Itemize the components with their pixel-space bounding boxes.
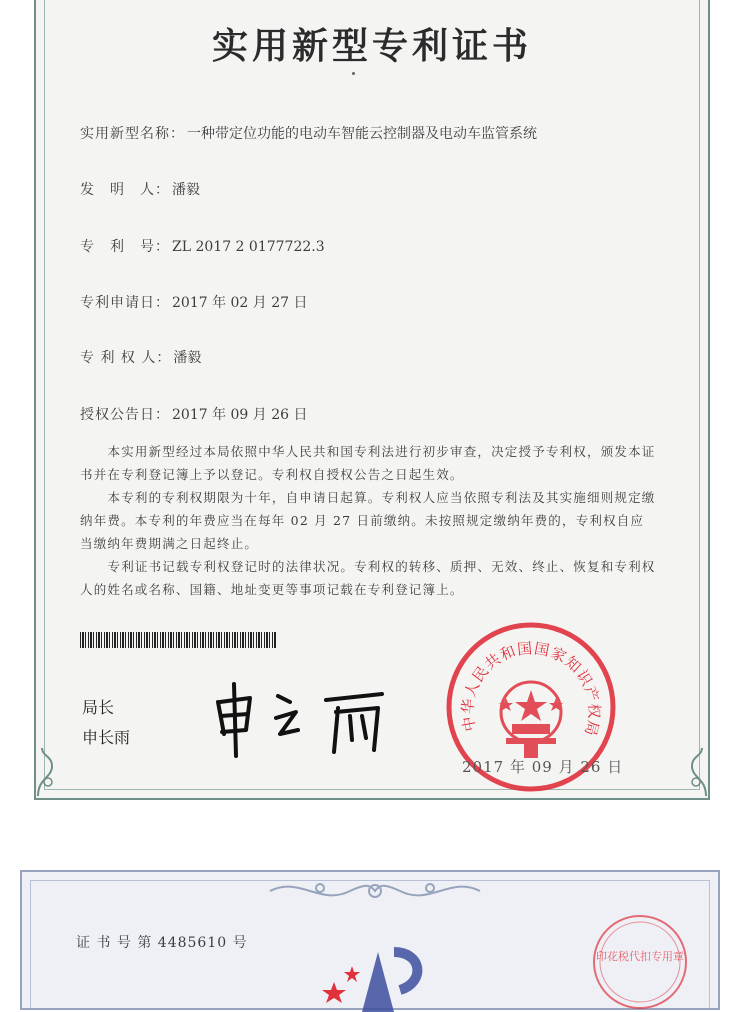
patentee-value: 潘毅 [173, 350, 202, 366]
patentee-label: 专 利 权 人： [80, 350, 172, 366]
body-paragraph: 专利证书记载专利权登记时的法律状况。专利权的转移、质押、无效、终止、恢复和专利权人的姓名或名称、国籍、地址变更等事项记载在专利登记簿上。 [80, 559, 656, 597]
filing-date-value: 2017 年 02 月 27 日 [172, 295, 308, 311]
patentee-field [80, 347, 201, 367]
director-name: 申长雨 [82, 728, 131, 747]
inventor-field [80, 179, 200, 199]
utility-name-field [80, 123, 537, 143]
patent-number-value: ZL 2017 2 0177722.3 [172, 239, 325, 255]
top-ornament-icon [260, 876, 490, 906]
filing-date-field [80, 292, 308, 312]
inventor-label: 发 明 人： [80, 182, 170, 198]
announce-date-label: 授权公告日： [80, 407, 170, 423]
body-paragraph: 本专利的专利权期限为十年，自申请日起算。专利权人应当依照专利法及其实施细则规定缴纳年费。本专利的年费应当在每年 02 月 27 日前缴纳。未按照规定缴纳年费的，专利权自应当缴纳年费期满之日起终止。 [80, 490, 656, 551]
second-certificate [20, 870, 720, 1010]
body-paragraph: 本实用新型经过本局依照中华人民共和国专利法进行初步审查，决定授予专利权，颁发本证书并在专利登记簿上予以登记。专利权自授权公告之日起生效。 [80, 444, 656, 482]
tax-seal [590, 912, 690, 1012]
signature [206, 672, 406, 762]
inventor-value: 潘毅 [172, 182, 200, 198]
corner-ornament-icon [670, 738, 710, 798]
patent-number-field [80, 236, 325, 256]
barcode [80, 632, 276, 648]
title-dot [352, 72, 355, 75]
seal-date: 2017 年 09 月 26 日 [462, 758, 624, 776]
filing-date-label: 专利申请日： [80, 295, 170, 311]
announce-date-field [80, 404, 308, 424]
tax-seal-text: 印花税代扣专用章 [596, 950, 684, 963]
certificate-body [80, 440, 656, 601]
patent-number-label: 专 利 号： [80, 239, 170, 255]
certificate-number: 证 书 号 第 4485610 号 [76, 935, 248, 951]
certificate-title: 实用新型专利证书 [211, 25, 532, 67]
utility-name-label: 实用新型名称： [80, 126, 185, 142]
seal-text: 中华人民共和国国家知识产权局 [458, 639, 604, 739]
office-emblem-icon [322, 942, 432, 1012]
announce-date-value: 2017 年 09 月 26 日 [172, 407, 308, 423]
utility-name-value: 一种带定位功能的电动车智能云控制器及电动车监管系统 [187, 126, 537, 142]
director-title: 局长 [82, 698, 115, 717]
patent-certificate [34, 0, 710, 800]
corner-ornament-icon [34, 738, 74, 798]
